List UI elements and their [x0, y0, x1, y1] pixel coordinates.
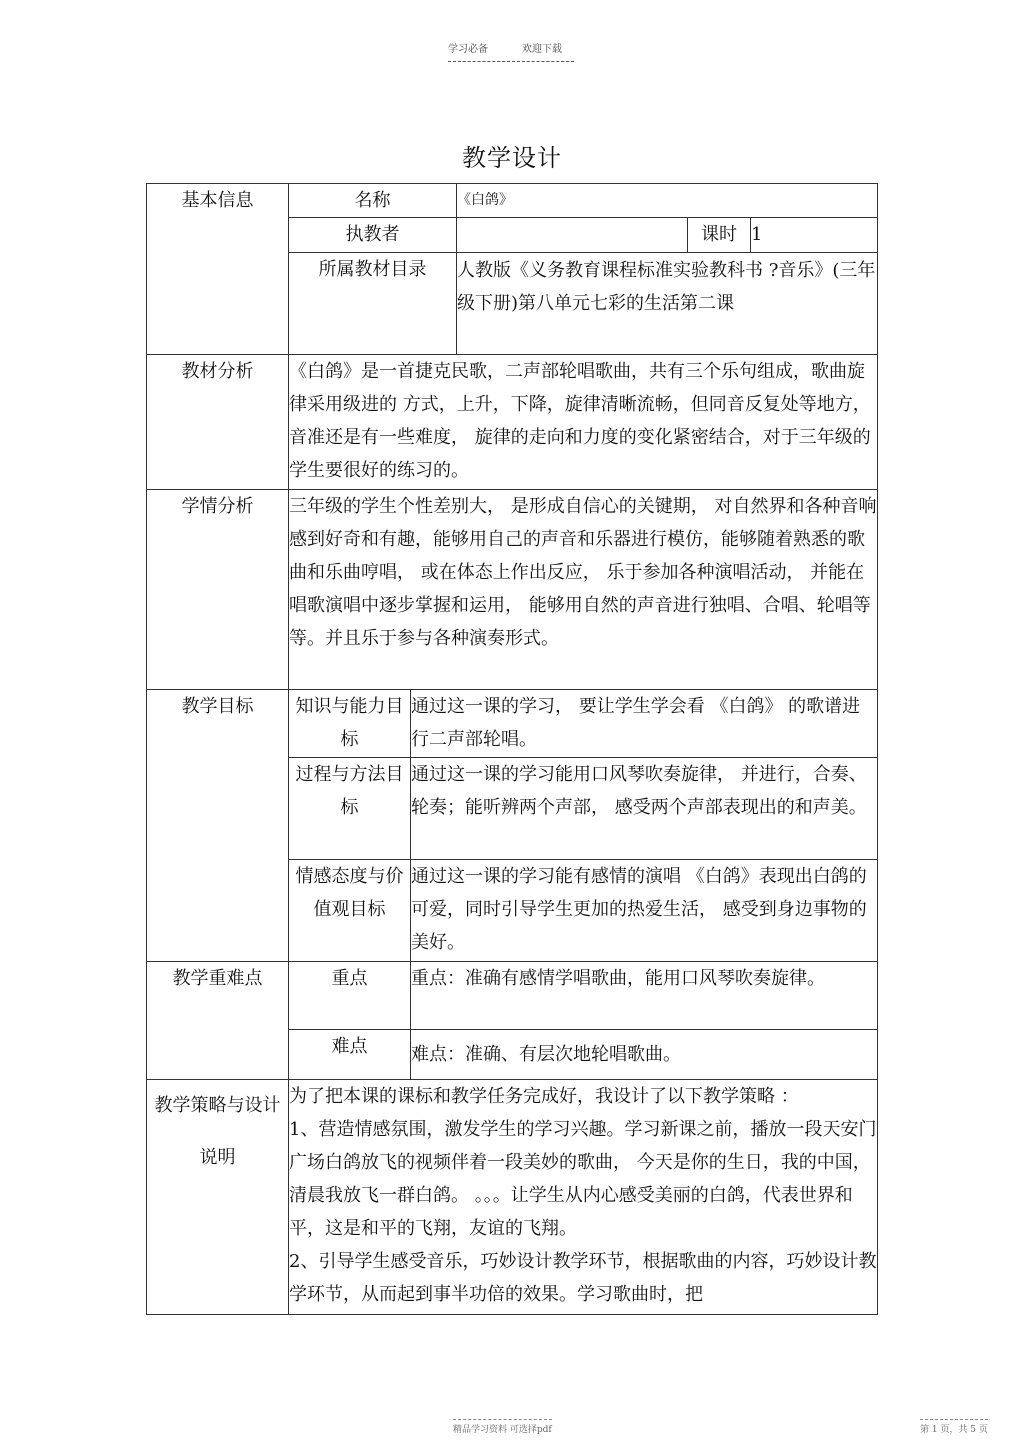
category-student-analysis: 学情分析: [147, 490, 289, 690]
document-title: 教学设计: [462, 144, 562, 172]
catalog-label: 所属教材目录: [289, 253, 457, 355]
footer-left-text: 精品学习资料 可选择pdf: [453, 1419, 552, 1435]
goal-text-process: 通过这一课的学习能用口风琴吹奏旋律， 并进行，合奏、轮奏；能听辨两个声部， 感受两个声部表现出的和声美。: [411, 758, 878, 860]
category-key-difficult: 教学重难点: [147, 962, 289, 1080]
goal-label-process: 过程与方法目标: [289, 758, 411, 860]
header-left-text: 学习必备: [448, 44, 488, 55]
strategy-cell: [289, 1080, 878, 1315]
student-analysis-text: 三年级的学生个性差别大， 是形成自信心的关键期， 对自然界和各种音响感到好奇和有趣，能够用自己的声音和乐器进行模仿，能够随着熟悉的歌曲和乐曲哼唱， 或在体态上作出反应， 乐于参加各种演唱活动， 并能在唱歌演唱中逐步掌握和运用， 能够用自然的声音进行独唱、合唱、轮唱等等。并且乐于参与各种演奏形式。: [289, 490, 878, 690]
teacher-label: 执教者: [289, 218, 457, 253]
footer-page-number: 第 1 页，共 5 页: [920, 1419, 988, 1435]
key-point-text: 重点：准确有感情学唱歌曲，能用口风琴吹奏旋律。: [411, 962, 878, 1030]
row-goal-knowledge: [147, 690, 878, 758]
name-value: 《白鸽》: [457, 184, 878, 218]
page-header: [448, 40, 574, 62]
row-name: [147, 184, 878, 218]
lesson-plan-table: [146, 183, 878, 1315]
row-students: [147, 490, 878, 690]
goal-label-knowledge: 知识与能力目标: [289, 690, 411, 758]
difficult-point-label: 难点: [289, 1030, 411, 1080]
category-teaching-goals: 教学目标: [147, 690, 289, 962]
row-material: [147, 355, 878, 490]
category-material-analysis: 教材分析: [147, 355, 289, 490]
goal-label-emotion: 情感态度与价值观目标: [289, 860, 411, 962]
key-point-label: 重点: [289, 962, 411, 1030]
category-basic-info: 基本信息: [147, 184, 289, 355]
period-value: 1: [751, 218, 878, 253]
material-analysis-text: 《白鸽》是一首捷克民歌，二声部轮唱歌曲，共有三个乐句组成，歌曲旋律采用级进的 方式，上升，下降，旋律清晰流畅，但同音反复处等地方， 音准还是有一些难度， 旋律的走向和力度的变化紧密结合，对于三年级的学生要很好的练习的。: [289, 355, 878, 490]
name-label: 名称: [289, 184, 457, 218]
period-label: 课时: [688, 218, 751, 253]
strategy-intro: 为了把本课的课标和教学任务完成好，我设计了以下教学策略 ：: [289, 1086, 799, 1107]
row-strategy: [147, 1080, 878, 1315]
goal-text-knowledge: 通过这一课的学习， 要让学生学会看 《白鸽》 的歌谱进行二声部轮唱。: [411, 690, 878, 758]
strategy-item-1: 1、营造情感氛围，激发学生的学习兴趣。学习新课之前，播放一段天安门广场白鸽放飞的视频伴着一段美妙的歌曲， 今天是你的生日，我的中国，清晨我放飞一群白鸽。 。。。让学生从内心感受美丽的白鸽，代表世界和平，这是和平的飞翔，友谊的飞翔。: [289, 1119, 877, 1239]
difficult-point-text: 难点：准确、有层次地轮唱歌曲。: [411, 1030, 878, 1080]
teacher-value: [457, 218, 688, 253]
category-strategy: 教学策略与设计说明: [147, 1080, 289, 1315]
goal-text-emotion: 通过这一课的学习能有感情的演唱 《白鸽》表现出白鸽的可爱，同时引导学生更加的热爱生活， 感受到身边事物的美好。: [411, 860, 878, 962]
header-right-text: 欢迎下载: [522, 44, 562, 55]
catalog-value: 人教版《义务教育课程标准实验教科书 ?音乐》(三年级下册)第八单元七彩的生活第二课: [457, 253, 878, 355]
strategy-item-2: 2、引导学生感受音乐，巧妙设计教学环节，根据歌曲的内容，巧妙设计教学环节，从而起到事半功倍的效果。学习歌曲时，把: [289, 1251, 877, 1305]
row-key-point: [147, 962, 878, 1030]
